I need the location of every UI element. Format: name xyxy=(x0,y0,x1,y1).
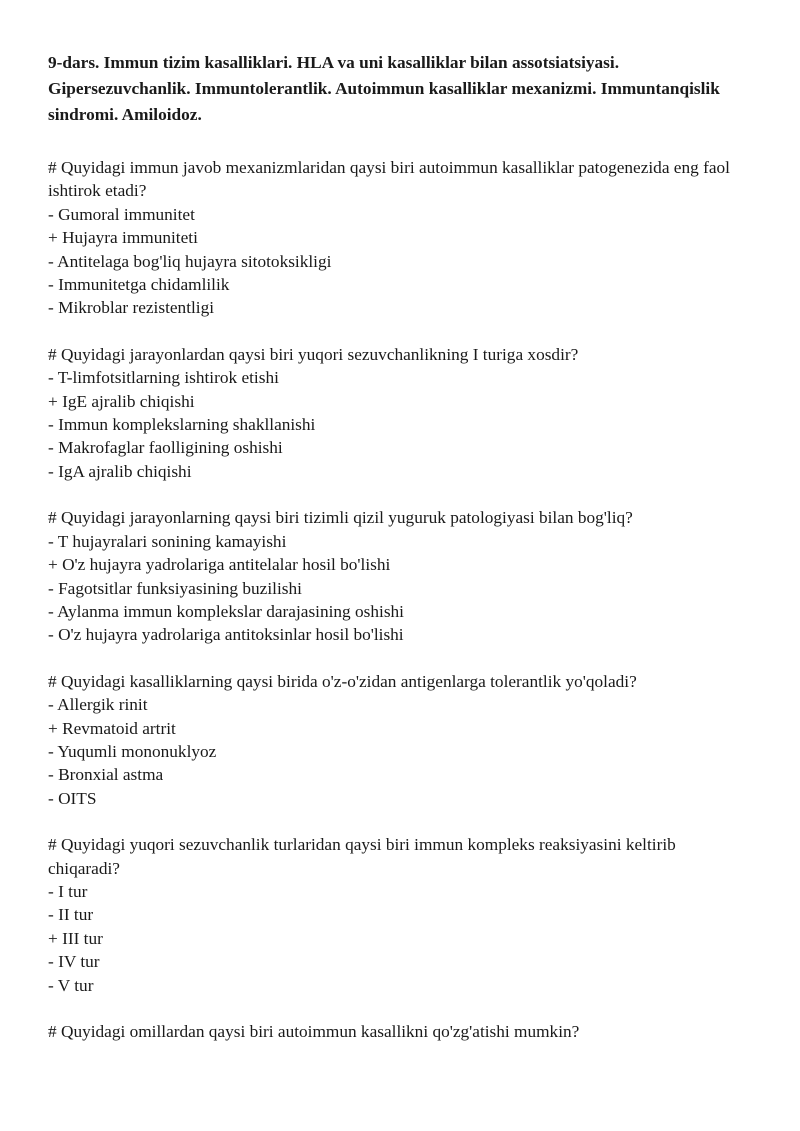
question-text: # Quyidagi jarayonlarning qaysi biri tizimli qizil yuguruk patologiyasi bilan bog'liq? xyxy=(48,508,633,528)
answer-option: - Gumoral immunitet xyxy=(48,204,195,224)
question-block xyxy=(48,1020,748,1043)
answer-option-correct: + IgE ajralib chiqishi xyxy=(48,391,195,411)
answer-option: - OITS xyxy=(48,788,97,808)
answer-option: - I tur xyxy=(48,881,88,901)
answer-option: - Makrofaglar faolligining oshishi xyxy=(48,438,283,458)
question-block xyxy=(48,670,748,810)
answer-option: - T-limfotsitlarning ishtirok etishi xyxy=(48,368,279,388)
question-text: # Quyidagi yuqori sezuvchanlik turlaridan qaysi biri immun kompleks reaksiyasini keltirib chiqaradi? xyxy=(48,835,676,878)
question-text: # Quyidagi omillardan qaysi biri autoimmun kasallikni qo'zg'atishi mumkin? xyxy=(48,1022,580,1041)
answer-option: - II tur xyxy=(48,905,94,925)
question-text: # Quyidagi kasalliklarning qaysi birida o'z-o'zidan antigenlarga tolerantlik yo'qoladi? xyxy=(48,671,637,691)
answer-option-correct: + Revmatoid artrit xyxy=(48,718,176,738)
question-text: # Quyidagi immun javob mexanizmlaridan qaysi biri autoimmun kasalliklar patogenezida eng faol ishtirok etadi? xyxy=(48,158,730,201)
question-block xyxy=(48,833,748,997)
answer-option: - Allergik rinit xyxy=(48,695,148,715)
answer-option-correct: + Hujayra immuniteti xyxy=(48,228,198,248)
answer-option: - IgA ajralib chiqishi xyxy=(48,461,192,481)
question-block xyxy=(48,343,748,483)
answer-option: - Bronxial astma xyxy=(48,765,164,785)
answer-option: - Antitelaga bog'liq hujayra sitotoksikligi xyxy=(48,251,332,271)
answer-option-correct: + III tur xyxy=(48,928,103,948)
answer-option: - Aylanma immun komplekslar darajasining oshishi xyxy=(48,601,404,621)
answer-option: - Yuqumli mononuklyoz xyxy=(48,741,217,761)
answer-option: - O'z hujayra yadrolariga antitoksinlar hosil bo'lishi xyxy=(48,625,404,645)
answer-option-correct: + O'z hujayra yadrolariga antitelalar hosil bo'lishi xyxy=(48,555,391,575)
answer-option: - Mikroblar rezistentligi xyxy=(48,298,215,318)
answer-option: - IV tur xyxy=(48,952,100,972)
answer-option: - T hujayralari sonining kamayishi xyxy=(48,531,287,551)
answer-option: - Immun komplekslarning shakllanishi xyxy=(48,415,316,435)
question-text: # Quyidagi jarayonlardan qaysi biri yuqori sezuvchanlikning I turiga xosdir? xyxy=(48,344,579,364)
question-block xyxy=(48,156,748,320)
document-title: 9-dars. Immun tizim kasalliklari. HLA va uni kasalliklar bilan assotsiatsiyasi. Gipersezuvchanlik. Immuntolerantlik. Autoimmun kasalliklar mexanizmi. Immuntanqislik sindromi. Amiloidoz. xyxy=(48,53,720,124)
document-page xyxy=(48,50,748,1066)
answer-option: - Fagotsitlar funksiyasining buzilishi xyxy=(48,578,302,598)
question-block xyxy=(48,506,748,646)
answer-option: - V tur xyxy=(48,975,94,995)
answer-option: - Immunitetga chidamlilik xyxy=(48,275,230,295)
